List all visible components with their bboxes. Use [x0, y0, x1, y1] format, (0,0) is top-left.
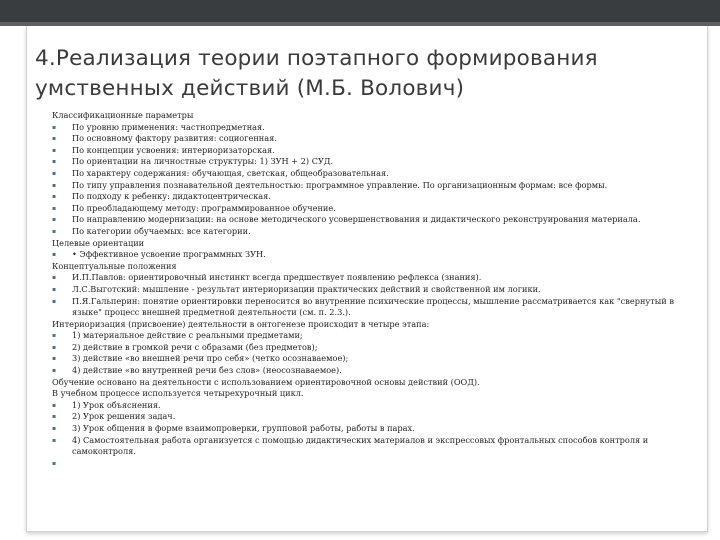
bullet-text: 2) Урок решения задач.: [72, 411, 176, 422]
bullet-text: • Эффективное усвоение программных ЗУН.: [72, 249, 266, 260]
bullet-item: [52, 226, 702, 238]
square-bullet-icon: ▪: [52, 459, 57, 467]
bullet-text: По характеру содержания: обучающая, светская, общеобразовательная.: [72, 167, 389, 178]
bullet-text: По типу управления познавательной деятельностью: программное управление. По организационным формам: все формы.: [72, 179, 608, 190]
bullet-text: По ориентации на личностные структуры: 1) ЗУН + 2) СУД.: [72, 156, 334, 167]
square-bullet-icon: ▪: [52, 332, 57, 340]
square-bullet-icon: ▪: [52, 181, 57, 189]
bullet-item: [52, 249, 702, 261]
bullet-text: Л.С.Выготский: мышление - результат интериоризации практических действий и свойственной им логики.: [72, 283, 541, 294]
square-bullet-icon: ▪: [52, 158, 57, 166]
square-bullet-icon: ▪: [52, 425, 57, 433]
bullet-text: 3) действие «во внешней речи про себя» (четко осознаваемое);: [72, 353, 349, 364]
square-bullet-icon: ▪: [52, 401, 57, 409]
bullet-text: По категории обучаемых: все категории.: [72, 225, 251, 236]
bullet-item: [52, 133, 702, 145]
slide-top-bar: [0, 0, 720, 22]
bullet-text: 4) Самостоятельная работа организуется с помощью дидактических материалов и экспрессовых фронтальных способов контроля и самоконтроля.: [72, 434, 649, 457]
bullet-item: [52, 342, 702, 354]
bullet-item: [52, 330, 702, 342]
bullet-text: И.П.Павлов: ориентировочный инстинкт всегда предшествует появлению рефлекса (знания).: [72, 272, 482, 283]
content-line: Концептуальные положения: [52, 260, 177, 271]
bullet-text: 4) действие «во внутренней речи без слов» (неосознаваемое).: [72, 365, 342, 376]
bullet-item: [52, 191, 702, 203]
bullet-text: По подходу к ребенку: дидактоцентрическая.: [72, 191, 271, 202]
bullet-text: 2) действие в громкой речи с образами (без предметов);: [72, 341, 318, 352]
bullet-text: П.Я.Гальперин: понятие ориентировки переносится во внутренние психические процессы, мышление рассматривается как "свернутый в языке" процесс внешней предметной деятельности (см. п. 2.3.).: [72, 295, 674, 318]
bullet-text: 1) Урок объяснения.: [72, 399, 161, 410]
bullet-item: [52, 180, 702, 192]
content-line: Классификационные параметры: [52, 110, 194, 120]
square-bullet-icon: ▪: [52, 216, 57, 224]
square-bullet-icon: ▪: [52, 285, 57, 293]
square-bullet-icon: ▪: [52, 436, 57, 444]
bullet-text: По направлению модернизации: на основе методического усовершенствования и дидактического реконструирования материала.: [72, 214, 641, 225]
bullet-text: По концепции усвоения: интериоризаторская.: [72, 144, 275, 155]
slide-content: [52, 110, 702, 469]
content-line: Обучение основано на деятельности с использованием ориентировочной основы действий (ООД).: [52, 376, 480, 387]
bullet-item: [52, 423, 702, 435]
square-bullet-icon: ▪: [52, 343, 57, 351]
square-bullet-icon: ▪: [52, 413, 57, 421]
bullet-item: [52, 145, 702, 157]
bullet-item: [52, 214, 702, 226]
square-bullet-icon: ▪: [52, 193, 57, 201]
square-bullet-icon: ▪: [52, 227, 57, 235]
bullet-text: По преобладающему методу: программированное обучение.: [72, 202, 336, 213]
square-bullet-icon: ▪: [52, 146, 57, 154]
square-bullet-icon: ▪: [52, 204, 57, 212]
square-bullet-icon: ▪: [52, 367, 57, 375]
bullet-item: [52, 203, 702, 215]
square-bullet-icon: ▪: [52, 135, 57, 143]
bullet-item: [52, 400, 702, 412]
square-bullet-icon: ▪: [52, 274, 57, 282]
content-line: Интериоризация (присвоение) деятельности в онтогенезе происходит в четыре этапа:: [52, 318, 430, 329]
bullet-item: [52, 284, 702, 296]
square-bullet-icon: ▪: [52, 355, 57, 363]
bullet-text: 1) материальное действие с реальными предметами;: [72, 330, 303, 341]
bullet-item: [52, 272, 702, 284]
slide-title: 4.Реализация теории поэтапного формирования умственных действий (М.Б. Волович): [35, 46, 598, 101]
bullet-item: [52, 156, 702, 168]
bullet-item: [52, 168, 702, 180]
bullet-text: 3) Урок общения в форме взаимопроверки, групповой работы, работы в парах.: [72, 423, 415, 434]
square-bullet-icon: ▪: [52, 297, 57, 305]
square-bullet-icon: ▪: [52, 251, 57, 259]
square-bullet-icon: ▪: [52, 169, 57, 177]
bullet-text: По основному фактору развития: социогенная.: [72, 133, 277, 144]
square-bullet-icon: ▪: [52, 123, 57, 131]
bullet-item: [52, 122, 702, 134]
content-line: Целевые ориентации: [52, 237, 145, 248]
bullet-item: [52, 365, 702, 377]
bullet-item: [52, 458, 702, 470]
bullet-item: [52, 353, 702, 365]
bullet-item: [52, 411, 702, 423]
bullet-text: По уровню применения: частнопредметная.: [72, 121, 265, 132]
content-line: В учебном процессе используется четырехурочный цикл.: [52, 388, 304, 399]
bullet-item: [52, 435, 702, 458]
bullet-item: [52, 296, 702, 319]
